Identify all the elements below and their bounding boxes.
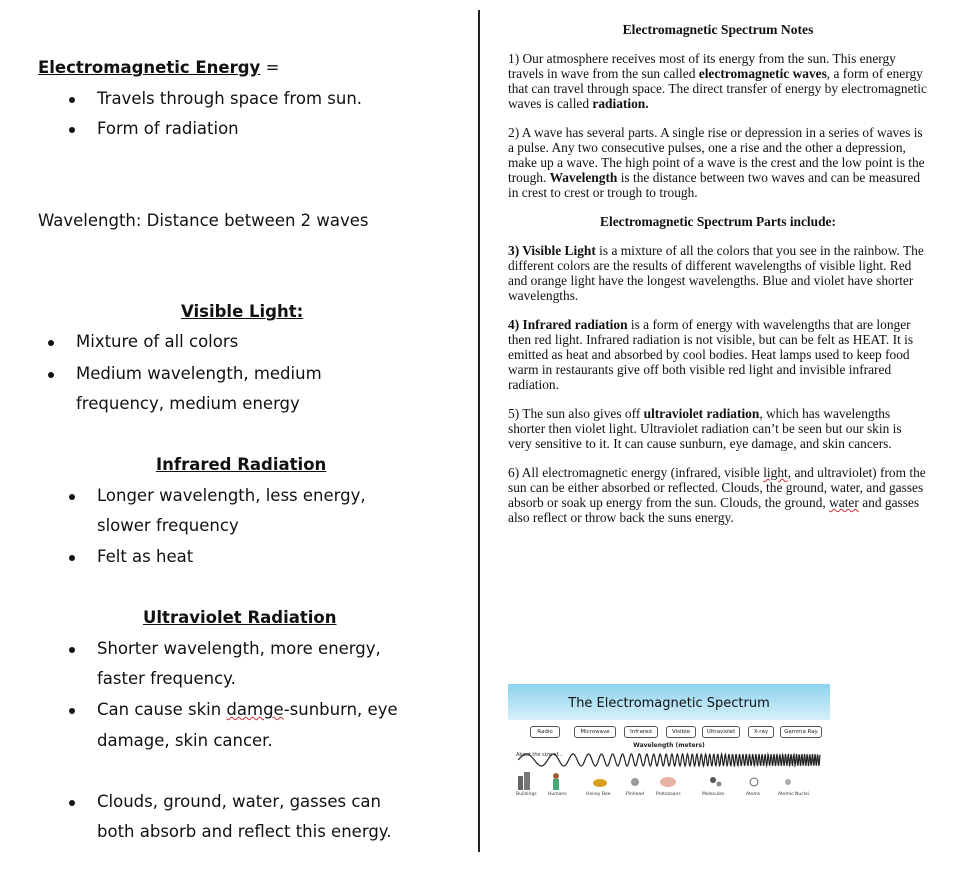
- p5-bold-uv: ultraviolet radiation: [643, 406, 760, 421]
- wave-graphic: [508, 750, 830, 770]
- human-body-icon: [553, 779, 559, 790]
- left-column: [0, 0, 478, 889]
- wavelength-axis-label: Wavelength (meters): [633, 742, 705, 749]
- p3-bold-visible-light: 3) Visible Light: [508, 243, 596, 258]
- obj-protozoans: Protozoans: [656, 792, 681, 797]
- uv-heading: Ultraviolet Radiation: [143, 608, 337, 627]
- absorb-bullet-1-cont: both absorb and reflect this energy.: [97, 822, 392, 841]
- obj-honey-bee: Honey Bee: [586, 792, 611, 797]
- p1-text-c: , a form of energy that can travel through space. The direct transfer of energy by electromagnetic waves is called: [508, 66, 927, 111]
- pinhead-icon: [631, 778, 639, 786]
- object-labels: [508, 792, 830, 802]
- p5-text-c: , which has wavelengths shorter then violet light. Ultraviolet radiation can’t be seen but our skin is very sensitive to it. It can cause sunburn, eye damage, and skin cancers.: [508, 406, 902, 451]
- paragraph-3: [508, 243, 928, 303]
- uv-bullet-2: [97, 700, 398, 719]
- visible-bullet-2-cont: frequency, medium energy: [76, 394, 300, 413]
- p6-text-c: and ultraviolet) from the sun can be either absorbed or reflected. Clouds, the ground, water, and gasses absorb or soak up energy from the sun. Clouds, the ground,: [508, 465, 926, 510]
- uv-bullet-2-cont: damage, skin cancer.: [97, 731, 273, 750]
- p5-text-a: 5) The sun also gives off: [508, 406, 644, 421]
- band-xray: X-ray: [748, 726, 774, 738]
- infrared-bullet-1: Longer wavelength, less energy,: [97, 486, 366, 505]
- paragraph-1: [508, 51, 928, 111]
- band-gamma: Gamma Ray: [780, 726, 822, 738]
- p6-text-e: and gasses also reflect or throw back the suns energy.: [508, 495, 920, 525]
- band-infrared: Infrared: [624, 726, 658, 738]
- band-radio: Radio: [530, 726, 560, 738]
- protozoan-icon: [660, 777, 676, 787]
- atom-icon: [750, 778, 758, 786]
- p1-text-a: 1) Our atmosphere receives most of its energy from the sun. This energy travels in wave from the sun called: [508, 51, 896, 81]
- em-bullet-1: Travels through space from sun.: [97, 89, 363, 108]
- p6-squiggle-water: water: [829, 495, 859, 510]
- building-icon-2: [524, 772, 530, 790]
- p1-bold-em-waves: electromagnetic waves: [698, 66, 827, 81]
- em-energy-suffix: =: [260, 58, 280, 77]
- uv-bullet-1-cont: faster frequency.: [97, 669, 236, 688]
- p2-bold-wavelength: Wavelength: [549, 170, 618, 185]
- paragraph-5: [508, 406, 928, 451]
- figure-title: The Electromagnetic Spectrum: [508, 684, 830, 720]
- em-energy-line: [38, 58, 279, 77]
- band-microwave: Microwave: [574, 726, 616, 738]
- obj-atoms: Atoms: [746, 792, 761, 797]
- band-visible: Visible: [666, 726, 696, 738]
- nucleus-icon: [785, 779, 791, 785]
- p1-bold-radiation: radiation.: [592, 96, 649, 111]
- p3-text: is a mixture of all the colors that you see in the rainbow. The different colors are the results of different wavelengths of visible light. Red and orange light have the longest wavelengths. Blue and violet have shorter wavelengths.: [508, 243, 924, 303]
- obj-buildings: Buildings: [516, 792, 537, 797]
- spectrum-parts-heading: Electromagnetic Spectrum Parts include:: [600, 214, 836, 229]
- spectrum-figure: [508, 684, 830, 808]
- p4-text: is a form of energy with wavelengths that are longer then red light. Infrared radiation is not visible, but can be felt as HEAT. It is emitted as heat and absorbed by cool bodies. Heat lamps used to keep food warm in restaurants give off both visible red light and invisible infrared radiation.: [508, 317, 914, 392]
- p2-text-a: 2) A wave has several parts. A single rise or depression in a series of waves is a pulse. Any two consecutive pulses, one a rise and the other a depression, make up a wave. The high point of a wave is the crest and the low point is the trough.: [508, 125, 925, 185]
- band-ultraviolet: Ultraviolet: [702, 726, 740, 738]
- about-size-label: About the size of...: [516, 752, 563, 758]
- infrared-heading: Infrared Radiation: [156, 455, 327, 474]
- right-column: [508, 22, 928, 539]
- obj-humans: Humans: [548, 792, 567, 797]
- visible-bullet-2: Medium wavelength, medium: [76, 364, 322, 383]
- p6-text-a: 6) All electromagnetic energy (infrared, visible: [508, 465, 764, 480]
- obj-molecules: Molecules: [702, 792, 725, 797]
- wavelength-definition: Wavelength: Distance between 2 waves: [38, 211, 369, 230]
- p4-bold-infrared: 4) Infrared radiation: [508, 317, 628, 332]
- molecule-icon-2: [717, 782, 722, 787]
- visible-light-heading: Visible Light:: [181, 302, 304, 321]
- spectrum-bands: [508, 726, 830, 740]
- em-bullet-2: Form of radiation: [97, 119, 239, 138]
- obj-atomic-nuclei: Atomic Nuclei: [778, 792, 810, 797]
- infrared-bullet-1-cont: slower frequency: [97, 516, 239, 535]
- p2-text-c: is the distance between two waves and can be measured in crest to crest or trough to trough.: [508, 170, 921, 200]
- uv-bullet-1: Shorter wavelength, more energy,: [97, 639, 381, 658]
- paragraph-6: [508, 465, 928, 525]
- molecule-icon: [710, 777, 716, 783]
- notes-title: Electromagnetic Spectrum Notes: [622, 22, 814, 37]
- absorb-bullet-1: Clouds, ground, water, gasses can: [97, 792, 381, 811]
- paragraph-2: [508, 125, 928, 200]
- uv-bullet-2-misspelled: damge: [226, 700, 284, 719]
- em-energy-heading: Electromagnetic Energy: [38, 58, 261, 77]
- paragraph-4: [508, 317, 928, 392]
- uv-bullet-2-part-1: Can cause skin: [97, 700, 227, 719]
- visible-bullet-1: Mixture of all colors: [76, 332, 239, 351]
- bee-icon: [593, 779, 607, 787]
- column-divider: [478, 10, 480, 852]
- human-icon: [553, 773, 559, 779]
- obj-pinhead: Pinhead: [626, 792, 644, 797]
- p6-squiggle-light: light,: [763, 465, 792, 480]
- object-icons: [508, 770, 830, 792]
- building-icon: [518, 776, 523, 790]
- uv-bullet-2-part-2: -sunburn, eye: [283, 700, 398, 719]
- infrared-bullet-2: Felt as heat: [97, 547, 194, 566]
